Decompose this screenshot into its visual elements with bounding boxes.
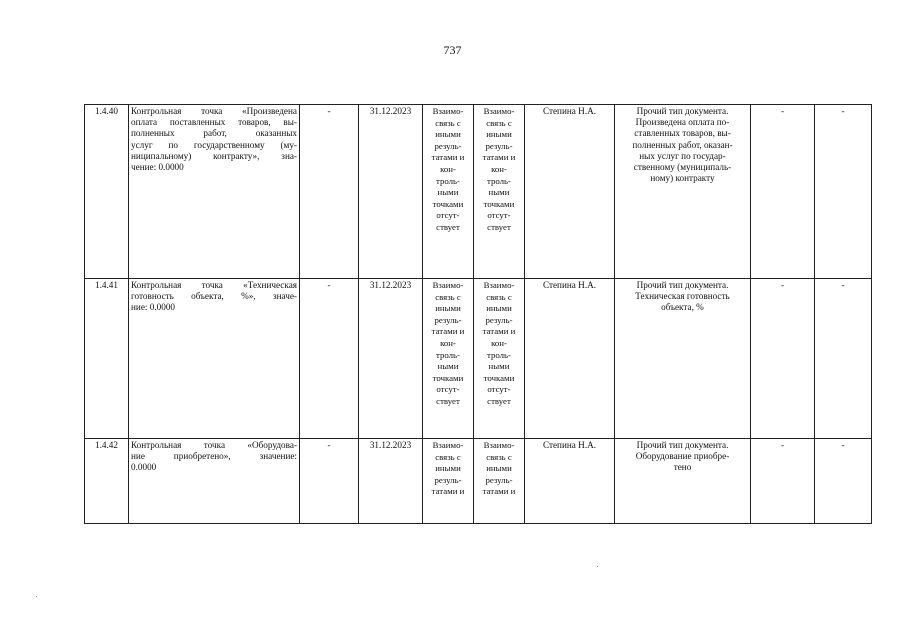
relation-line: точками [432,198,464,209]
relation-line: связь с [486,117,512,128]
relation-line: иными [435,303,461,314]
info-system-cell: - [751,105,815,279]
relation-line: ными [488,187,510,198]
deadline-date: 31.12.2023 [359,279,423,439]
relation-line: связь с [435,451,461,462]
name-line: чение: 0.0000 [131,162,184,173]
document-line: Техническая готовность [635,291,730,302]
document-type [615,279,751,439]
relation-line: троль- [436,349,460,360]
relation-line: татами и [431,326,465,337]
document-line: Оборудование приобре- [635,451,730,462]
relation-line: резуль- [485,314,513,325]
table-row [85,439,872,524]
document-type [615,439,751,524]
base-value-cell: - [300,439,359,524]
relation-successor [474,279,525,439]
relation-line: ными [437,361,459,372]
relation-line: ствует [436,221,460,232]
relation-line: резуль- [485,140,513,151]
scan-speck [597,566,598,567]
relation-line: резуль- [434,474,462,485]
name-line: Контрольная точка «Техническая [131,280,297,290]
relation-line: Взаимо- [483,440,515,450]
relation-line: ствует [436,395,460,406]
relation-line: ствует [487,395,511,406]
relation-line: кон- [440,163,456,174]
name-line: полненных работ, оказанных [131,128,297,139]
name-line: ние приобретено», значение: [131,451,297,462]
relation-line: точками [432,372,464,383]
responsible-person: Степина Н.А. [525,439,615,524]
control-points-table [84,104,872,524]
table-row [85,105,872,279]
relation-line: троль- [436,175,460,186]
relation-line: Взаимо- [432,106,464,116]
document-line: ственному (муниципаль- [633,162,732,173]
responsible-person: Степина Н.А. [525,279,615,439]
scan-speck [36,596,37,597]
info-system-cell: - [751,279,815,439]
document-line: Прочий тип документа. [636,106,729,116]
document-line: ставленных товаров, вы- [634,128,731,139]
name-line: готовность объекта, %», значе- [131,291,297,302]
relation-line: татами и [482,152,516,163]
name-line: 0.0000 [131,462,157,473]
document-type [615,105,751,279]
relation-line: Взаимо- [432,280,464,290]
name-line: Контрольная точка «Произведена [131,106,297,116]
relation-line: татами и [482,326,516,337]
relation-line: связь с [486,451,512,462]
name-line: ние: 0.0000 [131,302,176,313]
relation-line: ными [488,361,510,372]
relation-line: резуль- [485,474,513,485]
control-point-name [129,439,300,524]
deadline-date: 31.12.2023 [359,439,423,524]
relation-line: ными [437,187,459,198]
base-value-cell: - [300,279,359,439]
document-line: Прочий тип документа. [636,280,729,290]
relation-line: отсут- [436,384,460,395]
relation-line: связь с [435,291,461,302]
document-line: объекта, % [661,302,704,313]
relation-predecessor [423,105,474,279]
base-value-cell: - [300,105,359,279]
document-line: ному) контракту [650,173,715,184]
relation-successor [474,105,525,279]
relation-line: кон- [491,163,507,174]
control-point-name [129,105,300,279]
relation-line: татами и [431,152,465,163]
relation-line: связь с [486,291,512,302]
relation-line: иными [486,463,512,474]
relation-line: кон- [440,337,456,348]
name-line: Контрольная точка «Оборудова- [131,440,297,450]
document-line: тено [673,462,692,473]
relation-line: татами и [431,486,465,497]
relation-line: кон- [491,337,507,348]
relation-line: связь с [435,117,461,128]
relation-line: Взаимо- [483,280,515,290]
relation-line: резуль- [434,140,462,151]
relation-line: резуль- [434,314,462,325]
relation-line: татами и [482,486,516,497]
responsible-person: Степина Н.А. [525,105,615,279]
document-line: полненных работ, оказан- [632,139,733,150]
name-line: услуг по государственному (му- [131,139,297,150]
relation-predecessor [423,279,474,439]
row-number: 1.4.40 [85,105,129,279]
table-row [85,279,872,439]
relation-line: точками [483,198,515,209]
row-number: 1.4.42 [85,439,129,524]
info-system-cell: - [751,439,815,524]
document-line: Произведена оплата по- [635,117,730,128]
relation-line: отсут- [487,384,511,395]
row-number: 1.4.41 [85,279,129,439]
relation-line: иными [435,463,461,474]
note-cell: - [815,105,872,279]
relation-predecessor [423,439,474,524]
deadline-date: 31.12.2023 [359,105,423,279]
relation-line: иными [435,129,461,140]
name-line: ниципальному) контракту», зна- [131,150,297,161]
control-point-name [129,279,300,439]
relation-line: отсут- [436,210,460,221]
note-cell: - [815,279,872,439]
relation-line: иными [486,129,512,140]
document-line: Прочий тип документа. [636,440,729,450]
relation-line: троль- [487,349,511,360]
relation-line: Взаимо- [483,106,515,116]
relation-line: иными [486,303,512,314]
document-line: ных услуг по государ- [639,150,726,161]
relation-line: отсут- [487,210,511,221]
relation-successor [474,439,525,524]
relation-line: Взаимо- [432,440,464,450]
relation-line: точками [483,372,515,383]
note-cell: - [815,439,872,524]
page-number: 737 [443,43,462,57]
relation-line: ствует [487,221,511,232]
relation-line: троль- [487,175,511,186]
name-line: оплата поставленных товаров, вы- [131,117,297,128]
